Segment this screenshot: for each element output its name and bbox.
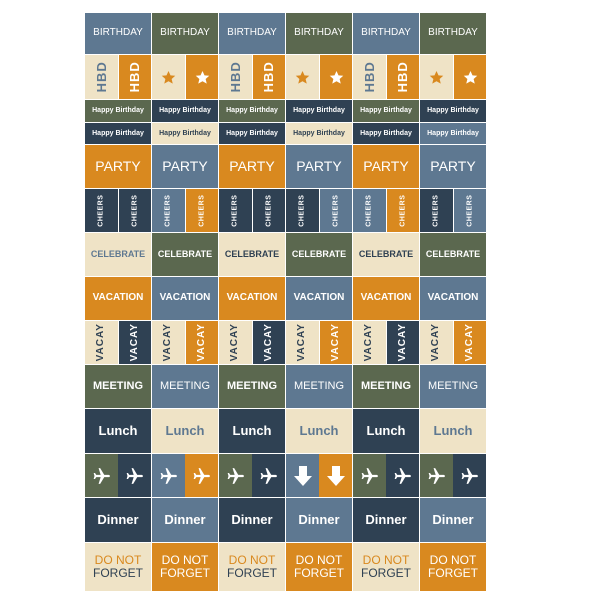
star-icon — [152, 55, 185, 99]
sticker-text: BIRTHDAY — [227, 27, 277, 39]
airplane-icon-glyph — [360, 466, 380, 486]
sticker-text: Dinner — [231, 512, 273, 528]
sticker-text: VACAY — [162, 323, 174, 362]
sticker-text: BIRTHDAY — [93, 27, 143, 39]
sticker-pair — [286, 454, 352, 497]
sticker-text: HBD — [127, 61, 143, 93]
airplane-icon-glyph — [92, 466, 112, 486]
sticker-half — [119, 321, 151, 364]
sticker-pair — [286, 321, 352, 364]
sticker-pair — [85, 321, 151, 364]
airplane-icon — [453, 454, 486, 497]
sticker-text: FORGET — [428, 566, 478, 580]
sticker-text: CHEERS — [97, 194, 105, 227]
sticker-text: MEETING — [226, 379, 278, 392]
sticker-text: Dinner — [365, 512, 407, 528]
sticker-label — [152, 13, 218, 54]
sticker-half — [152, 189, 185, 232]
sticker-text: VACAY — [229, 323, 241, 362]
sticker-pair — [286, 189, 352, 232]
sticker-text: VACAY — [463, 323, 475, 362]
sticker-text: CHEERS — [298, 194, 306, 227]
sticker-label — [219, 145, 285, 188]
sticker-label — [420, 100, 486, 122]
sticker-text: DO NOT — [161, 553, 209, 568]
sticker-text: DO NOT — [362, 553, 410, 568]
sticker-label — [286, 409, 352, 453]
sticker-label — [353, 498, 419, 542]
sticker-label — [219, 233, 285, 276]
sticker-label — [85, 409, 151, 453]
sticker-pair — [286, 55, 352, 99]
star-icon — [286, 55, 319, 99]
arrow-down-icon-glyph — [293, 465, 313, 487]
sticker-label — [286, 100, 352, 122]
sticker-label — [85, 100, 151, 122]
sticker-text: Happy Birthday — [159, 107, 211, 115]
sticker-text: HBD — [93, 61, 109, 93]
sticker-text: HBD — [361, 61, 377, 93]
sticker-half — [320, 189, 352, 232]
sticker-text: VACATION — [226, 292, 278, 304]
sticker-half — [119, 55, 151, 99]
sticker-half — [219, 321, 252, 364]
star-icon-glyph — [161, 70, 176, 85]
sticker-text: DO NOT — [228, 553, 276, 568]
sticker-pair — [219, 321, 285, 364]
sticker-label — [152, 145, 218, 188]
sticker-label — [420, 543, 486, 591]
airplane-icon — [118, 454, 151, 497]
sticker-label — [85, 365, 151, 408]
sticker-text: MEETING — [293, 379, 345, 392]
sticker-label — [286, 277, 352, 320]
sticker-label — [286, 145, 352, 188]
star-icon-glyph — [429, 70, 444, 85]
sticker-text: MEETING — [360, 379, 412, 392]
sticker-text: FORGET — [361, 566, 411, 580]
arrow-down-icon-glyph — [326, 465, 346, 487]
sticker-text: CHEERS — [432, 194, 440, 227]
sticker-text: PARTY — [229, 158, 275, 175]
sticker-label — [420, 13, 486, 54]
sticker-text: VACAY — [195, 323, 207, 362]
sticker-label — [353, 233, 419, 276]
airplane-icon-glyph — [259, 466, 279, 486]
sticker-text: Dinner — [164, 512, 206, 528]
sticker-label — [286, 13, 352, 54]
sticker-label — [219, 13, 285, 54]
sticker-text: CHEERS — [198, 194, 206, 227]
sticker-text: Lunch — [299, 423, 339, 439]
sticker-text: Happy Birthday — [159, 129, 211, 137]
sticker-label — [219, 365, 285, 408]
sticker-half — [286, 189, 319, 232]
sticker-half — [320, 321, 352, 364]
sticker-half — [119, 189, 151, 232]
sticker-text: CELEBRATE — [157, 248, 213, 259]
sticker-label — [420, 365, 486, 408]
sticker-half — [387, 189, 419, 232]
star-icon — [320, 55, 352, 99]
sticker-pair — [219, 454, 285, 497]
sticker-text: VACATION — [360, 292, 412, 304]
sticker-half — [420, 321, 453, 364]
sticker-text: VACAY — [363, 323, 375, 362]
sticker-half — [253, 189, 285, 232]
sticker-pair — [152, 454, 218, 497]
sticker-label — [85, 13, 151, 54]
sticker-text: VACAY — [95, 323, 107, 362]
sticker-text: FORGET — [93, 566, 143, 580]
sticker-label — [286, 365, 352, 408]
sticker-label — [219, 100, 285, 122]
sticker-text: DO NOT — [429, 553, 477, 568]
sticker-text: VACAY — [296, 323, 308, 362]
sticker-text: Lunch — [366, 423, 406, 439]
sticker-pair — [85, 454, 151, 497]
airplane-icon — [219, 454, 252, 497]
sticker-pair — [420, 321, 486, 364]
sticker-label — [85, 123, 151, 144]
sticker-text: BIRTHDAY — [294, 27, 344, 39]
sticker-text: DO NOT — [295, 553, 343, 568]
sticker-half — [286, 321, 319, 364]
sticker-text: Happy Birthday — [293, 107, 345, 115]
sticker-text: VACATION — [293, 292, 345, 304]
sticker-text: CHEERS — [365, 194, 373, 227]
sticker-label — [152, 365, 218, 408]
sticker-text: VACAY — [430, 323, 442, 362]
sticker-text: VACAY — [396, 323, 408, 362]
sticker-label — [420, 277, 486, 320]
airplane-icon — [386, 454, 419, 497]
sticker-text: Happy Birthday — [92, 129, 144, 137]
sticker-text: MEETING — [427, 379, 479, 392]
sticker-label — [152, 277, 218, 320]
sticker-label — [353, 123, 419, 144]
sticker-text: HBD — [395, 61, 411, 93]
sticker-label — [152, 409, 218, 453]
sticker-text: HBD — [261, 61, 277, 93]
sticker-label — [420, 233, 486, 276]
sticker-label — [85, 145, 151, 188]
sticker-pair — [420, 454, 486, 497]
sticker-text: CHEERS — [231, 194, 239, 227]
arrow-down-icon — [319, 454, 352, 497]
sticker-text: Happy Birthday — [226, 107, 278, 115]
airplane-icon-glyph — [393, 466, 413, 486]
sticker-label — [219, 123, 285, 144]
sticker-text: Lunch — [433, 423, 473, 439]
sticker-text: Happy Birthday — [293, 129, 345, 137]
sticker-text: CELEBRATE — [291, 248, 347, 259]
sticker-text: Dinner — [298, 512, 340, 528]
sticker-text: FORGET — [160, 566, 210, 580]
sticker-label — [353, 409, 419, 453]
star-icon — [454, 55, 486, 99]
sticker-label — [152, 498, 218, 542]
sticker-text: Lunch — [98, 423, 138, 439]
sticker-label — [219, 277, 285, 320]
sticker-text: VACAY — [262, 323, 274, 362]
sticker-text: CHEERS — [466, 194, 474, 227]
sticker-half — [85, 321, 118, 364]
star-icon-glyph — [295, 70, 310, 85]
sticker-pair — [353, 55, 419, 99]
sticker-pair — [152, 321, 218, 364]
sticker-pair — [420, 189, 486, 232]
sticker-label — [420, 498, 486, 542]
sticker-text: VACAY — [128, 323, 140, 362]
sticker-label — [152, 123, 218, 144]
sticker-half — [219, 189, 252, 232]
sticker-pair — [353, 454, 419, 497]
sticker-label — [286, 233, 352, 276]
sticker-half — [353, 55, 386, 99]
sticker-text: BIRTHDAY — [428, 27, 478, 39]
airplane-icon-glyph — [159, 466, 179, 486]
airplane-icon-glyph — [460, 466, 480, 486]
airplane-icon — [185, 454, 218, 497]
sticker-label — [85, 277, 151, 320]
sticker-text: MEETING — [159, 379, 211, 392]
sticker-text: Happy Birthday — [427, 129, 479, 137]
sticker-half — [420, 189, 453, 232]
airplane-icon — [353, 454, 386, 497]
sticker-text: CHEERS — [164, 194, 172, 227]
sticker-label — [152, 233, 218, 276]
sticker-label — [219, 409, 285, 453]
sticker-text: Happy Birthday — [427, 107, 479, 115]
airplane-icon-glyph — [226, 466, 246, 486]
sticker-text: VACAY — [329, 323, 341, 362]
sticker-text: VACATION — [427, 292, 479, 304]
sticker-label — [286, 498, 352, 542]
sticker-half — [353, 321, 386, 364]
sticker-label — [353, 543, 419, 591]
sticker-half — [85, 55, 118, 99]
sticker-text: CHEERS — [332, 194, 340, 227]
star-icon-glyph — [195, 70, 210, 85]
airplane-icon-glyph — [192, 466, 212, 486]
sticker-half — [253, 321, 285, 364]
sticker-half — [219, 55, 252, 99]
sticker-text: FORGET — [227, 566, 277, 580]
sticker-text: HBD — [227, 61, 243, 93]
sticker-label — [286, 543, 352, 591]
sticker-label — [420, 145, 486, 188]
sticker-pair — [353, 189, 419, 232]
sticker-text: CELEBRATE — [90, 248, 146, 259]
sticker-pair — [85, 55, 151, 99]
sticker-half — [186, 189, 218, 232]
sticker-text: PARTY — [363, 158, 409, 175]
sticker-text: PARTY — [430, 158, 476, 175]
sticker-half — [387, 321, 419, 364]
sticker-label — [353, 365, 419, 408]
star-icon — [186, 55, 218, 99]
sticker-label — [219, 498, 285, 542]
sticker-label — [353, 100, 419, 122]
airplane-icon — [85, 454, 118, 497]
sticker-label — [85, 543, 151, 591]
sticker-text: CHEERS — [265, 194, 273, 227]
sticker-pair — [152, 189, 218, 232]
star-icon — [420, 55, 453, 99]
sticker-label — [152, 543, 218, 591]
sticker-label — [420, 123, 486, 144]
sticker-text: CHEERS — [131, 194, 139, 227]
sticker-half — [454, 189, 486, 232]
sticker-pair — [152, 55, 218, 99]
sticker-sheet — [85, 13, 516, 591]
sticker-text: FORGET — [294, 566, 344, 580]
sticker-text: PARTY — [296, 158, 342, 175]
sticker-pair — [219, 189, 285, 232]
sticker-text: Lunch — [165, 423, 205, 439]
sticker-text: CELEBRATE — [425, 248, 481, 259]
airplane-icon — [252, 454, 285, 497]
sticker-text: Happy Birthday — [360, 107, 412, 115]
sticker-half — [454, 321, 486, 364]
sticker-text: BIRTHDAY — [160, 27, 210, 39]
sticker-label — [353, 145, 419, 188]
sticker-half — [186, 321, 218, 364]
sticker-label — [85, 233, 151, 276]
sticker-pair — [420, 55, 486, 99]
sticker-label — [286, 123, 352, 144]
sticker-text: Dinner — [97, 512, 139, 528]
sticker-text: Happy Birthday — [226, 129, 278, 137]
sticker-half — [353, 189, 386, 232]
airplane-icon — [152, 454, 185, 497]
sticker-label — [219, 543, 285, 591]
sticker-label — [420, 409, 486, 453]
sticker-pair — [219, 55, 285, 99]
arrow-down-icon — [286, 454, 319, 497]
sticker-text: CHEERS — [399, 194, 407, 227]
sticker-text: Lunch — [232, 423, 272, 439]
star-icon-glyph — [463, 70, 478, 85]
sticker-text: PARTY — [95, 158, 141, 175]
airplane-icon — [420, 454, 453, 497]
sticker-text: MEETING — [92, 379, 144, 392]
sticker-text: DO NOT — [94, 553, 142, 568]
sticker-label — [152, 100, 218, 122]
sticker-text: CELEBRATE — [358, 248, 414, 259]
sticker-label — [85, 498, 151, 542]
sticker-label — [353, 13, 419, 54]
sticker-text: VACATION — [92, 292, 144, 304]
sticker-text: PARTY — [162, 158, 208, 175]
sticker-half — [85, 189, 118, 232]
sticker-text: Happy Birthday — [360, 129, 412, 137]
sticker-half — [152, 321, 185, 364]
sticker-label — [353, 277, 419, 320]
sticker-text: BIRTHDAY — [361, 27, 411, 39]
sticker-pair — [85, 189, 151, 232]
sticker-text: VACATION — [159, 292, 211, 304]
sticker-half — [253, 55, 285, 99]
sticker-pair — [353, 321, 419, 364]
sticker-text: CELEBRATE — [224, 248, 280, 259]
sticker-text: Dinner — [432, 512, 474, 528]
sticker-half — [387, 55, 419, 99]
airplane-icon-glyph — [427, 466, 447, 486]
sticker-text: Happy Birthday — [92, 107, 144, 115]
star-icon-glyph — [329, 70, 344, 85]
airplane-icon-glyph — [125, 466, 145, 486]
